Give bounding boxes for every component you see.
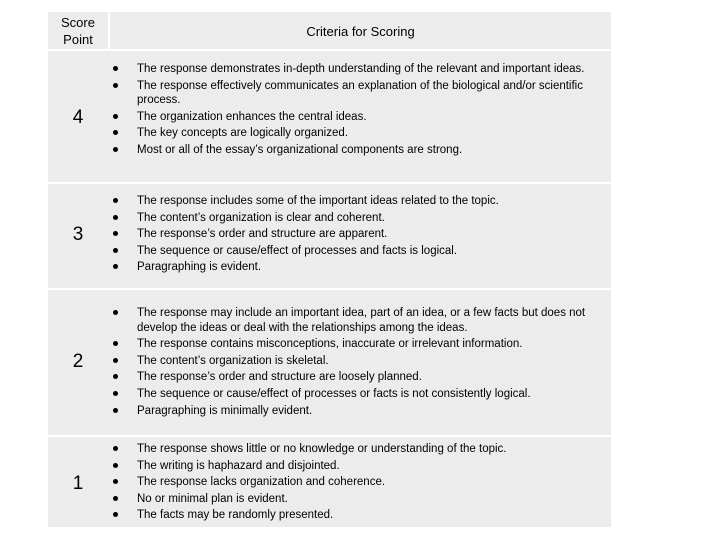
criteria-item: The sequence or cause/effect of processes and facts is logical. (108, 244, 608, 259)
criteria-item: The response effectively communicates an explanation of the biological and/or scientific process. (108, 79, 608, 108)
criteria-item: The content’s organization is skeletal. (108, 354, 608, 369)
criteria-list-3 (108, 194, 608, 277)
criteria-list-4 (108, 62, 608, 160)
bullet-icon (113, 114, 118, 119)
criteria-item: The writing is haphazard and disjointed. (108, 459, 608, 474)
row-divider (48, 288, 611, 290)
bullet-icon (113, 463, 118, 468)
bullet-icon (113, 248, 118, 253)
bullet-icon (113, 147, 118, 152)
bullet-icon (113, 264, 118, 269)
row-divider (48, 435, 611, 437)
criteria-header: Criteria for Scoring (306, 24, 415, 39)
criteria-item: The content’s organization is clear and coherent. (108, 211, 608, 226)
criteria-item: Paragraphing is minimally evident. (108, 404, 608, 419)
bullet-icon (113, 310, 118, 315)
criteria-item: Paragraphing is evident. (108, 260, 608, 275)
criteria-item: The response may include an important idea, part of an idea, or a few facts but does not develop the ideas or deal with the relationships among the ideas. (108, 306, 608, 335)
bullet-icon (113, 215, 118, 220)
bullet-icon (113, 446, 118, 451)
bullet-icon (113, 391, 118, 396)
scoring-rubric-table (48, 12, 611, 527)
bullet-icon (113, 408, 118, 413)
row-divider (48, 49, 611, 51)
criteria-item: The response contains misconceptions, inaccurate or irrelevant information. (108, 337, 608, 352)
row-divider (48, 182, 611, 184)
bullet-icon (113, 358, 118, 363)
criteria-item: The response shows little or no knowledge or understanding of the topic. (108, 442, 608, 457)
score-value-2: 2 (72, 351, 84, 372)
criteria-item: The facts may be randomly presented. (108, 508, 608, 523)
bullet-icon (113, 374, 118, 379)
criteria-item: The key concepts are logically organized. (108, 126, 608, 141)
bullet-icon (113, 231, 118, 236)
bullet-icon (113, 512, 118, 517)
criteria-item: Most or all of the essay’s organizational components are strong. (108, 143, 608, 158)
bullet-icon (113, 198, 118, 203)
score-header-line2: Point (63, 32, 93, 47)
bullet-icon (113, 496, 118, 501)
criteria-item: The response’s order and structure are loosely planned. (108, 370, 608, 385)
score-value-1: 1 (72, 473, 84, 494)
score-value-3: 3 (72, 224, 84, 245)
criteria-item: The response includes some of the important ideas related to the topic. (108, 194, 608, 209)
score-point-header (48, 14, 108, 48)
criteria-list-1 (108, 442, 608, 525)
bullet-icon (113, 83, 118, 88)
score-value-4: 4 (72, 107, 84, 128)
criteria-list-2 (108, 306, 608, 420)
criteria-item: The response demonstrates in-depth understanding of the relevant and important ideas. (108, 62, 608, 77)
criteria-item: No or minimal plan is evident. (108, 492, 608, 507)
bullet-icon (113, 130, 118, 135)
criteria-item: The response lacks organization and coherence. (108, 475, 608, 490)
criteria-item: The sequence or cause/effect of processes or facts is not consistently logical. (108, 387, 608, 402)
score-header-line1: Score (61, 15, 95, 30)
criteria-item: The response’s order and structure are apparent. (108, 227, 608, 242)
bullet-icon (113, 479, 118, 484)
criteria-item: The organization enhances the central ideas. (108, 110, 608, 125)
bullet-icon (113, 341, 118, 346)
bullet-icon (113, 66, 118, 71)
